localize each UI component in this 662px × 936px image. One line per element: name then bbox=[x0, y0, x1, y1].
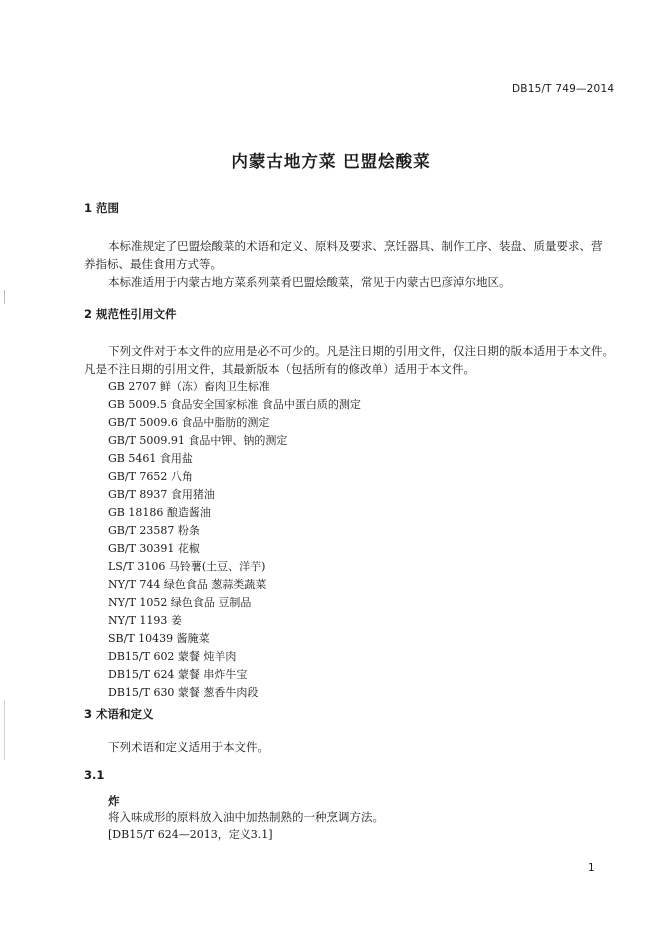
reference-item: NY/T 744 绿色食品 葱蒜类蔬菜 bbox=[108, 578, 267, 591]
term-source: [DB15/T 624—2013，定义3.1] bbox=[108, 828, 273, 841]
reference-item: GB/T 5009.6 食品中脂肪的测定 bbox=[108, 416, 270, 429]
section-2-intro-line2: 凡是不注日期的引用文件，其最新版本（包括所有的修改单）适用于本文件。 bbox=[84, 362, 475, 376]
reference-item: SB/T 10439 酱腌菜 bbox=[108, 632, 210, 645]
section-2-heading: 2 规范性引用文件 bbox=[84, 307, 177, 321]
reference-item: GB 18186 酿造酱油 bbox=[108, 506, 211, 519]
reference-item: GB/T 8937 食用猪油 bbox=[108, 488, 215, 501]
reference-item: GB/T 5009.91 食品中钾、钠的测定 bbox=[108, 434, 288, 447]
section-1-heading: 1 范围 bbox=[84, 201, 120, 215]
reference-item: GB/T 7652 八角 bbox=[108, 470, 193, 483]
section-1-para2: 本标准适用于内蒙古地方菜系列菜肴巴盟烩酸菜，常见于内蒙古巴彦淖尔地区。 bbox=[108, 275, 511, 289]
reference-item: NY/T 1193 姜 bbox=[108, 614, 182, 627]
section-2-intro-line1: 下列文件对于本文件的应用是必不可少的。凡是注日期的引用文件，仅注日期的版本适用于本文件。 bbox=[108, 344, 614, 358]
standard-code: DB15/T 749—2014 bbox=[512, 83, 615, 95]
reference-item: LS/T 3106 马铃薯(土豆、洋芋) bbox=[108, 560, 266, 573]
section-3-heading: 3 术语和定义 bbox=[84, 707, 154, 721]
reference-item: DB15/T 624 蒙餐 串炸牛宝 bbox=[108, 668, 248, 681]
page-number: 1 bbox=[588, 862, 595, 874]
reference-item: NY/T 1052 绿色食品 豆制品 bbox=[108, 596, 252, 609]
term-definition: 将入味成形的原料放入油中加热制熟的一种烹调方法。 bbox=[108, 810, 384, 824]
scan-mark bbox=[4, 700, 5, 760]
section-1-para1-line1: 本标准规定了巴盟烩酸菜的术语和定义、原料及要求、烹饪器具、制作工序、装盘、质量要求、营 bbox=[108, 239, 603, 253]
section-1-para1-line2: 养指标、最佳食用方式等。 bbox=[84, 257, 222, 271]
clause-number: 3.1 bbox=[84, 768, 105, 782]
reference-item: GB/T 30391 花椒 bbox=[108, 542, 200, 555]
term-name: 炸 bbox=[108, 794, 120, 808]
reference-item: DB15/T 602 蒙餐 炖羊肉 bbox=[108, 650, 237, 663]
section-3-intro: 下列术语和定义适用于本文件。 bbox=[108, 740, 269, 754]
scan-mark bbox=[4, 290, 5, 304]
reference-item: GB/T 23587 粉条 bbox=[108, 524, 200, 537]
reference-item: GB 5009.5 食品安全国家标准 食品中蛋白质的测定 bbox=[108, 398, 361, 411]
document-title: 内蒙古地方菜 巴盟烩酸菜 bbox=[231, 152, 431, 171]
reference-item: GB 2707 鲜（冻）畜肉卫生标准 bbox=[108, 380, 270, 393]
reference-item: GB 5461 食用盐 bbox=[108, 452, 193, 465]
reference-item: DB15/T 630 蒙餐 葱香牛肉段 bbox=[108, 686, 259, 699]
